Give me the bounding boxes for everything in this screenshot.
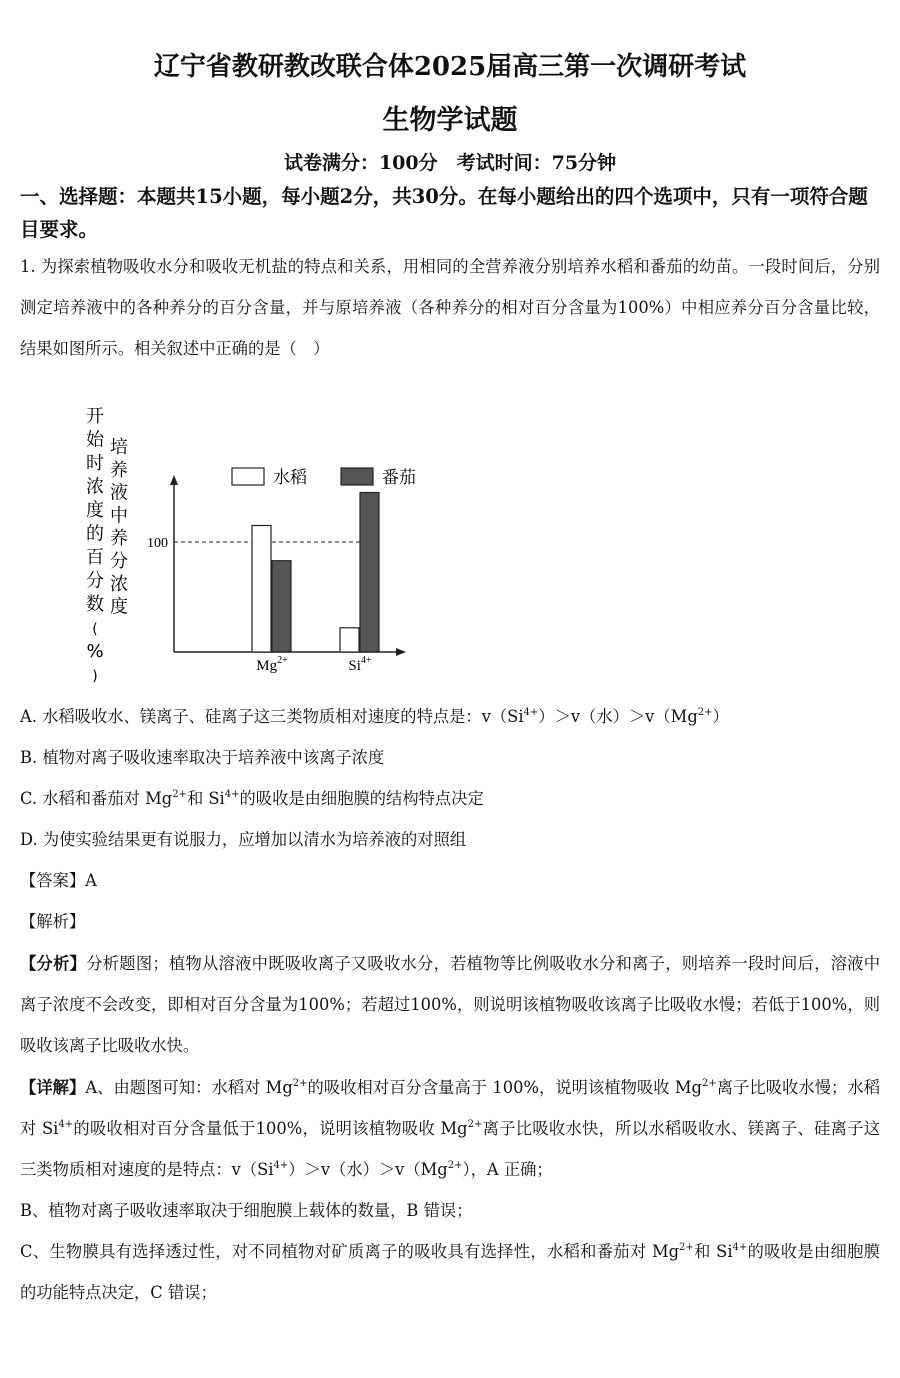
section-heading: 一、选择题：本题共15小题，每小题2分，共30分。在每小题给出的四个选项中，只有一项符合题目要求。	[20, 185, 868, 241]
option-a: A. 水稻吸收水、镁离子、硅离子这三类物质相对速度的特点是：$v(Si^{4+})>v$（水）$>v(Mg^{2+})$	[20, 707, 729, 726]
exam-subtitle: 生物学试题	[382, 105, 518, 136]
legend-label-番茄: 番茄	[382, 468, 416, 488]
y-axis-label-2	[110, 437, 128, 618]
option-c: C. 水稻和番茄对 $Mg^{2+}$和 $Si^{4+}$的吸收是由细胞膜的结构特点决定	[20, 789, 484, 808]
y-axis-label	[86, 406, 105, 685]
bar-水稻-Si4+	[340, 628, 359, 652]
bar-番茄-Si4+	[360, 493, 379, 653]
detail-paragraph: 【详解】A、由题图可知：水稻对 $Mg^{2+}$的吸收相对百分含量高于 100%，说明该植物吸收 $Mg^{2+}$离子比吸收水慢；水稻对 $Si^{4+}$的吸收相对百分含量低于100%，说明该植物吸收 $Mg^{2+}$离子比吸收水快，所以水稻吸收水、镁离子、硅离子这三类物质相对速度的是特点：$v(Si^{4+})>v$（水）$>v(Mg^{2+})$，A 正确；	[20, 1078, 880, 1179]
y-axis-arrow	[170, 475, 178, 485]
x-tick-Mg2+: $Mg^{2+}$	[256, 655, 288, 674]
question-1-stem: 1. 为探索植物吸收水分和吸收无机盐的特点和关系，用相同的全营养液分别培养水稻和番茄的幼苗。一段时间后，分别测定培养液中的各种养分的百分含量，并与原培养液（各种养分的相对百分含量为100%）中相应养分百分含量比较，结果如图所示。相关叙述中正确的是（ ）	[20, 257, 880, 358]
legend-swatch-水稻	[232, 468, 264, 485]
answer: 【答案】A	[20, 871, 97, 890]
bar-水稻-Mg2+	[252, 526, 271, 653]
analysis-paragraph: 【分析】分析题图；植物从溶液中既吸收离子又吸收水分，若植物等比例吸收水分和离子，则培养一段时间后，溶液中离子浓度不会改变，即相对百分含量为100%；若超过100%，则说明该植物吸收该离子比吸收水慢；若低于100%，则吸收该离子比吸收水快。	[20, 954, 880, 1055]
legend-label-水稻: 水稻	[273, 468, 307, 488]
option-b: B. 植物对离子吸收速率取决于培养液中该离子浓度	[20, 748, 385, 767]
x-axis-arrow	[396, 648, 406, 656]
svg-text:开始时浓度的百分数(%): 开始时浓度的百分数( % )	[86, 406, 104, 685]
x-tick-Si4+: $Si^{4+}$	[348, 655, 372, 674]
svg-text:培养液中养分浓度: 培养液中养分浓度	[110, 437, 128, 618]
bar-chart	[70, 395, 430, 685]
analysis-label: 【解析】	[20, 912, 86, 931]
exam-title: 辽宁省教研教改联合体2025届高三第一次调研考试	[153, 52, 747, 82]
detail-line-c: C、生物膜具有选择透过性，对不同植物对矿质离子的吸收具有选择性，水稻和番茄对 $Mg^{2+}$和 $Si^{4+}$的吸收是由细胞膜的功能特点决定，C 错误；	[20, 1242, 880, 1302]
exam-meta: 试卷满分：100分 考试时间：75分钟	[283, 152, 617, 174]
reference-label: 100	[147, 536, 168, 551]
detail-line-b: B、植物对离子吸收速率取决于细胞膜上载体的数量，B 错误；	[20, 1201, 473, 1220]
option-d: D. 为使实验结果更有说服力，应增加以清水为培养液的对照组	[20, 830, 467, 849]
legend-swatch-番茄	[341, 468, 373, 485]
bar-番茄-Mg2+	[272, 561, 291, 652]
